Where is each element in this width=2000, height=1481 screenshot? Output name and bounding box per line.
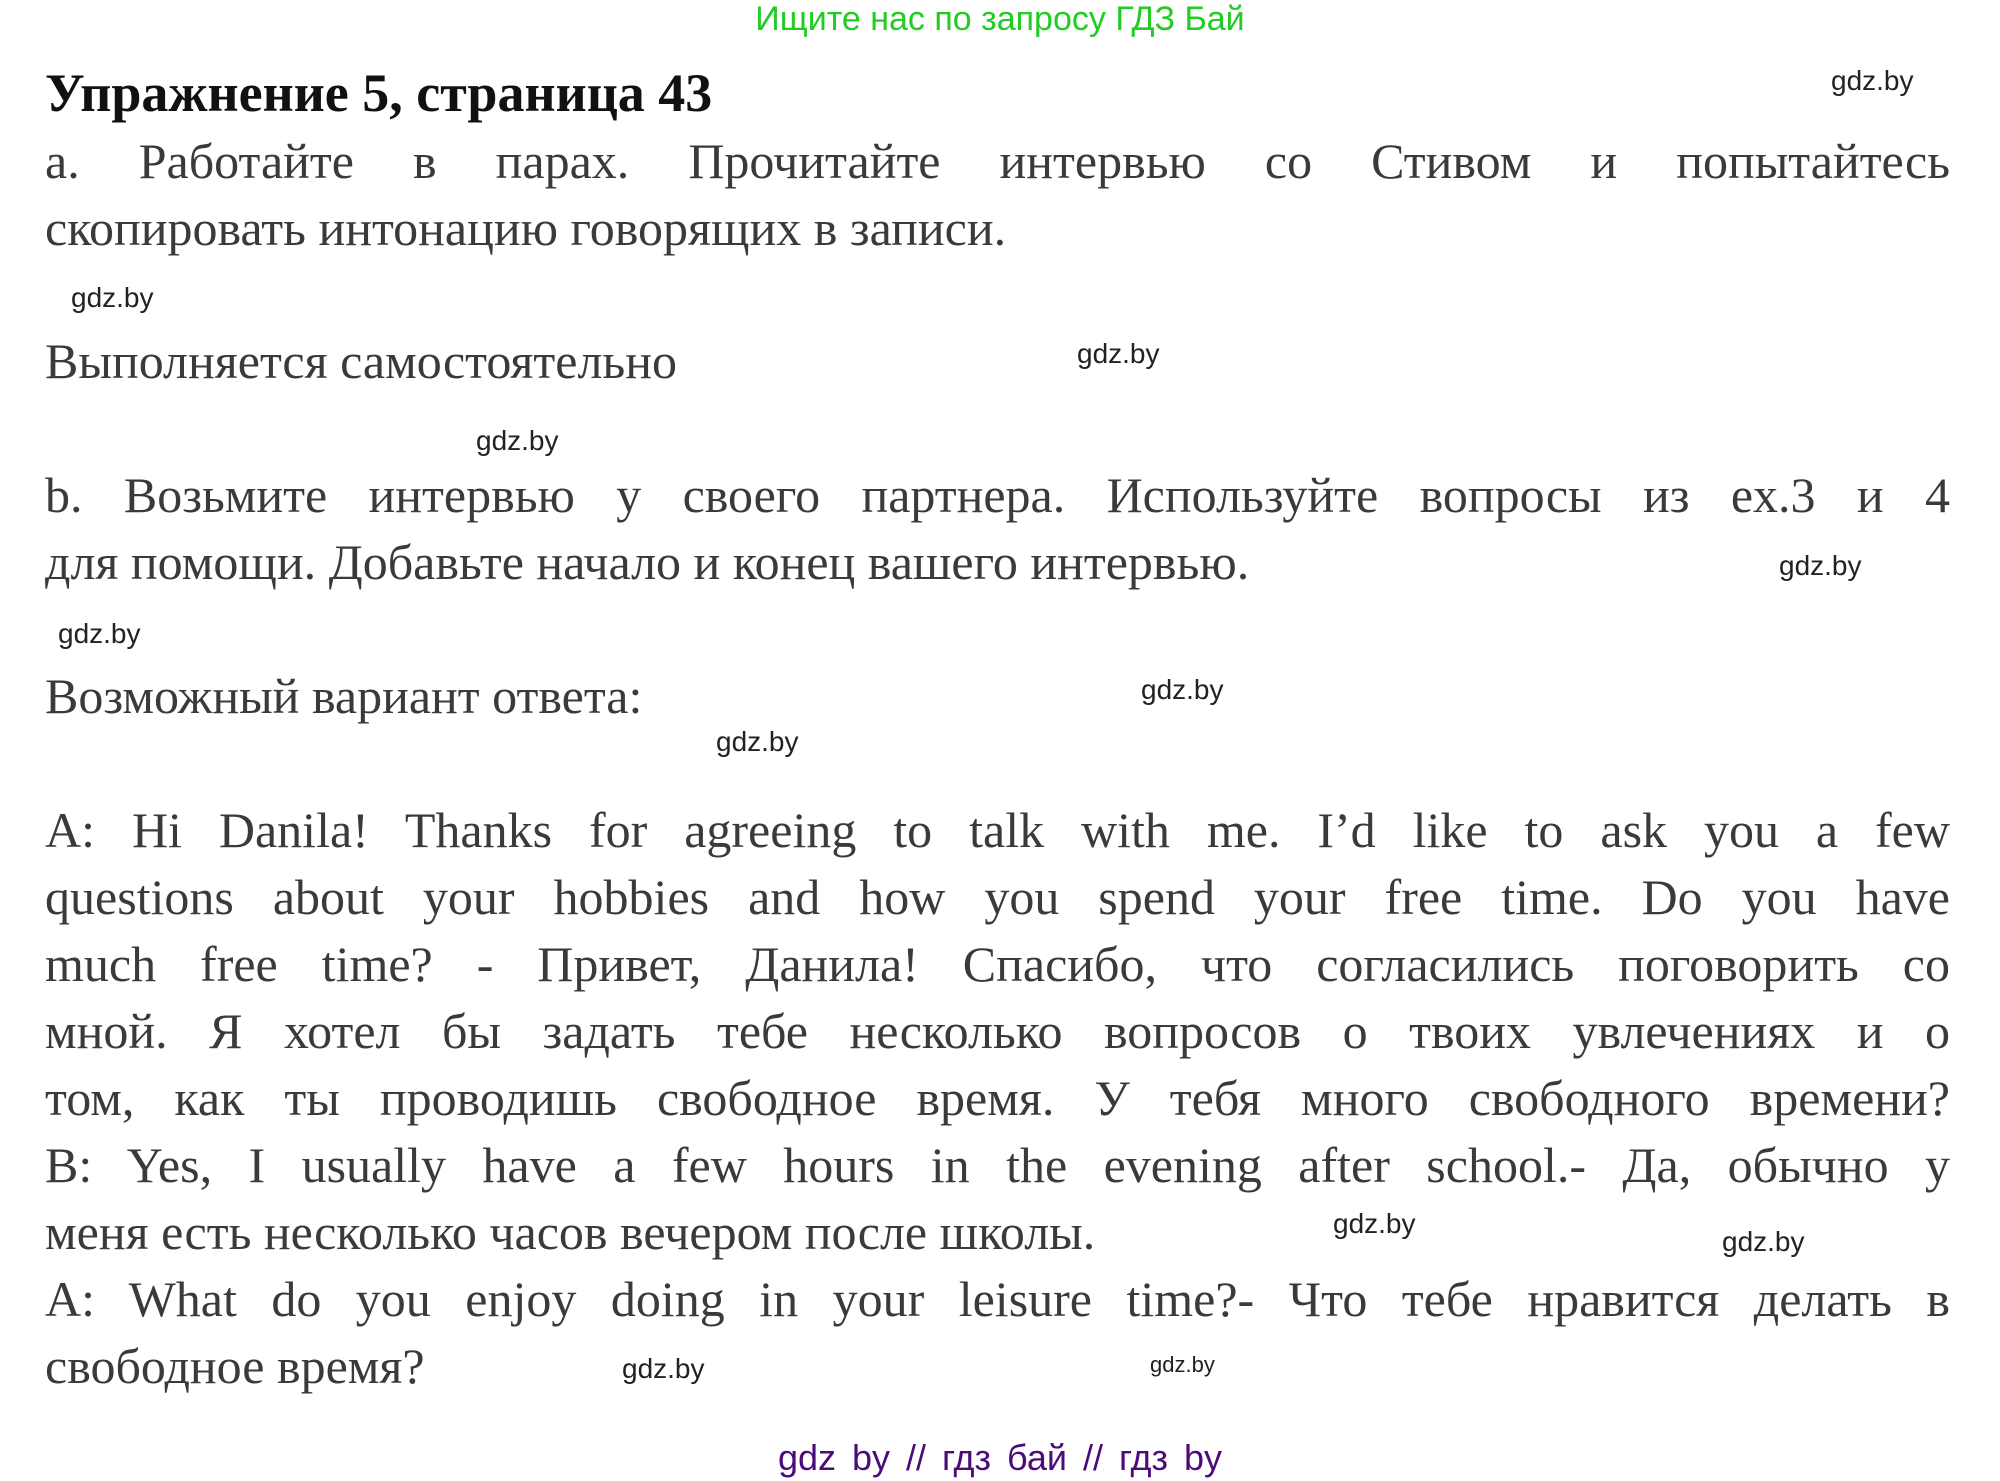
dialog-line: свободное время? — [45, 1338, 425, 1394]
answer-a: Выполняется самостоятельно — [45, 333, 677, 389]
watermark: gdz.by — [1831, 65, 1914, 96]
watermark: gdz.by — [716, 726, 799, 757]
task-a-line: скопировать интонацию говорящих в записи. — [45, 200, 1007, 256]
watermark: gdz.by — [476, 425, 559, 456]
page-title: Упражнение 5, страница 43 — [45, 63, 713, 123]
watermark: gdz.by — [1722, 1226, 1805, 1257]
watermark: gdz.by — [1077, 338, 1160, 369]
dialog-line: мной. Я хотел бы задать тебе несколько вопросов о твоих увлечениях и о — [45, 1003, 1950, 1059]
task-b-line: для помощи. Добавьте начало и конец вашего интервью. — [45, 534, 1250, 590]
dialog-line: A: What do you enjoy doing in your leisure time?- Что тебе нравится делать в — [45, 1271, 1950, 1327]
dialog-line: меня есть несколько часов вечером после школы. — [45, 1204, 1096, 1260]
dialog-line: B: Yes, I usually have a few hours in the evening after school.- Да, обычно у — [45, 1137, 1950, 1193]
search-hint-link[interactable]: Ищите нас по запросу ГДЗ Бай — [755, 0, 1245, 38]
watermark: gdz.by — [58, 618, 141, 649]
watermark: gdz.by — [622, 1353, 705, 1384]
dialog-line: questions about your hobbies and how you spend your free time. Do you have — [45, 869, 1950, 925]
watermark: gdz.by — [1141, 674, 1224, 705]
dialog-line: much free time? - Привет, Данила! Спасибо, что согласились поговорить со — [45, 936, 1950, 992]
watermark: gdz.by — [1779, 550, 1862, 581]
answer-b-label: Возможный вариант ответа: — [45, 668, 643, 724]
task-b-line: b. Возьмите интервью у своего партнера. Используйте вопросы из ex.3 и 4 — [45, 467, 1950, 523]
watermark: gdz.by — [1150, 1352, 1215, 1377]
footer-links[interactable]: gdz by // гдз бай // гдз by — [777, 1437, 1223, 1478]
watermark: gdz.by — [1333, 1208, 1416, 1239]
task-a-line: a. Работайте в парах. Прочитайте интервью со Стивом и попытайтесь — [45, 133, 1950, 189]
dialog-line: том, как ты проводишь свободное время. У тебя много свободного времени? — [45, 1070, 1950, 1126]
dialog-line: A: Hi Danila! Thanks for agreeing to talk with me. I’d like to ask you a few — [45, 802, 1950, 858]
watermark: gdz.by — [71, 282, 154, 313]
